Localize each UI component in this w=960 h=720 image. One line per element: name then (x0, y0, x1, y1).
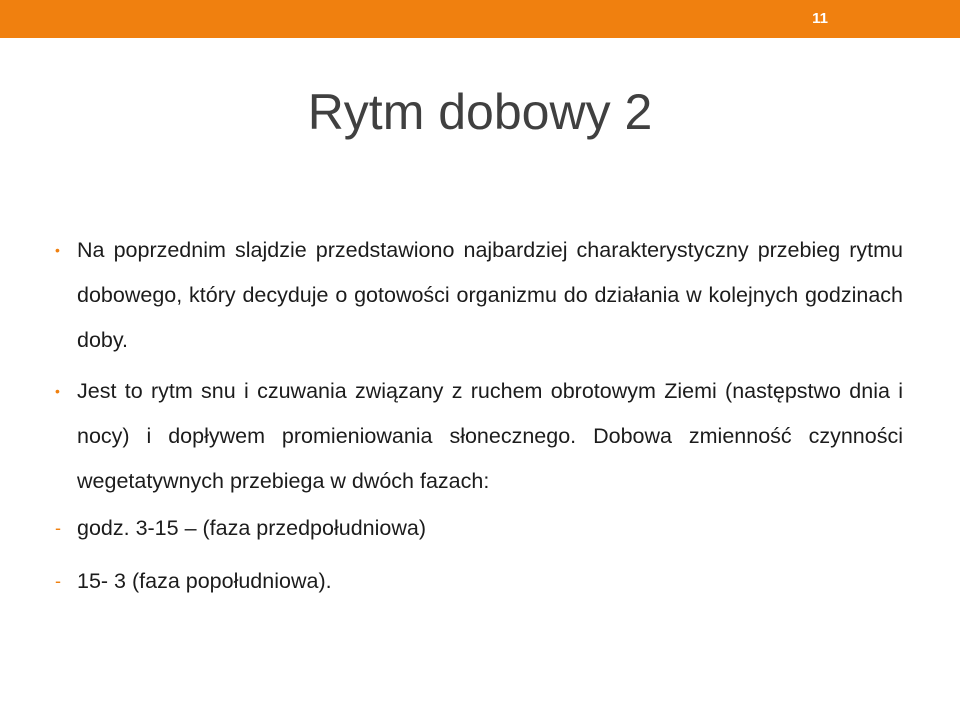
slide-number: 11 (812, 10, 828, 27)
dash-text: 15- 3 (faza popołudniowa). (77, 569, 332, 593)
slide-content (55, 228, 903, 605)
bullet-item-1 (55, 228, 903, 363)
top-accent-bar (0, 0, 960, 38)
dash-item-1 (55, 506, 903, 551)
bullet-marker: • (55, 242, 60, 258)
dash-text: godz. 3-15 – (faza przedpołudniowa) (77, 516, 426, 540)
bullet-item-2 (55, 369, 903, 504)
dash-item-2 (55, 559, 903, 604)
bullet-marker: • (55, 383, 60, 399)
dash-marker: - (55, 518, 61, 538)
dash-marker: - (55, 571, 61, 591)
bullet-text: Na poprzednim slajdzie przedstawiono najbardziej charakterystyczny przebieg rytmu dobowego, który decyduje o gotowości organizmu do działania w kolejnych godzinach doby. (77, 238, 903, 352)
slide-title: Rytm dobowy 2 (307, 84, 653, 140)
bullet-text: Jest to rytm snu i czuwania związany z ruchem obrotowym Ziemi (następstwo dnia i nocy) i dopływem promieniowania słonecznego. Dobowa zmienność czynności wegetatywnych przebiega w dwóch fazach: (77, 379, 903, 493)
